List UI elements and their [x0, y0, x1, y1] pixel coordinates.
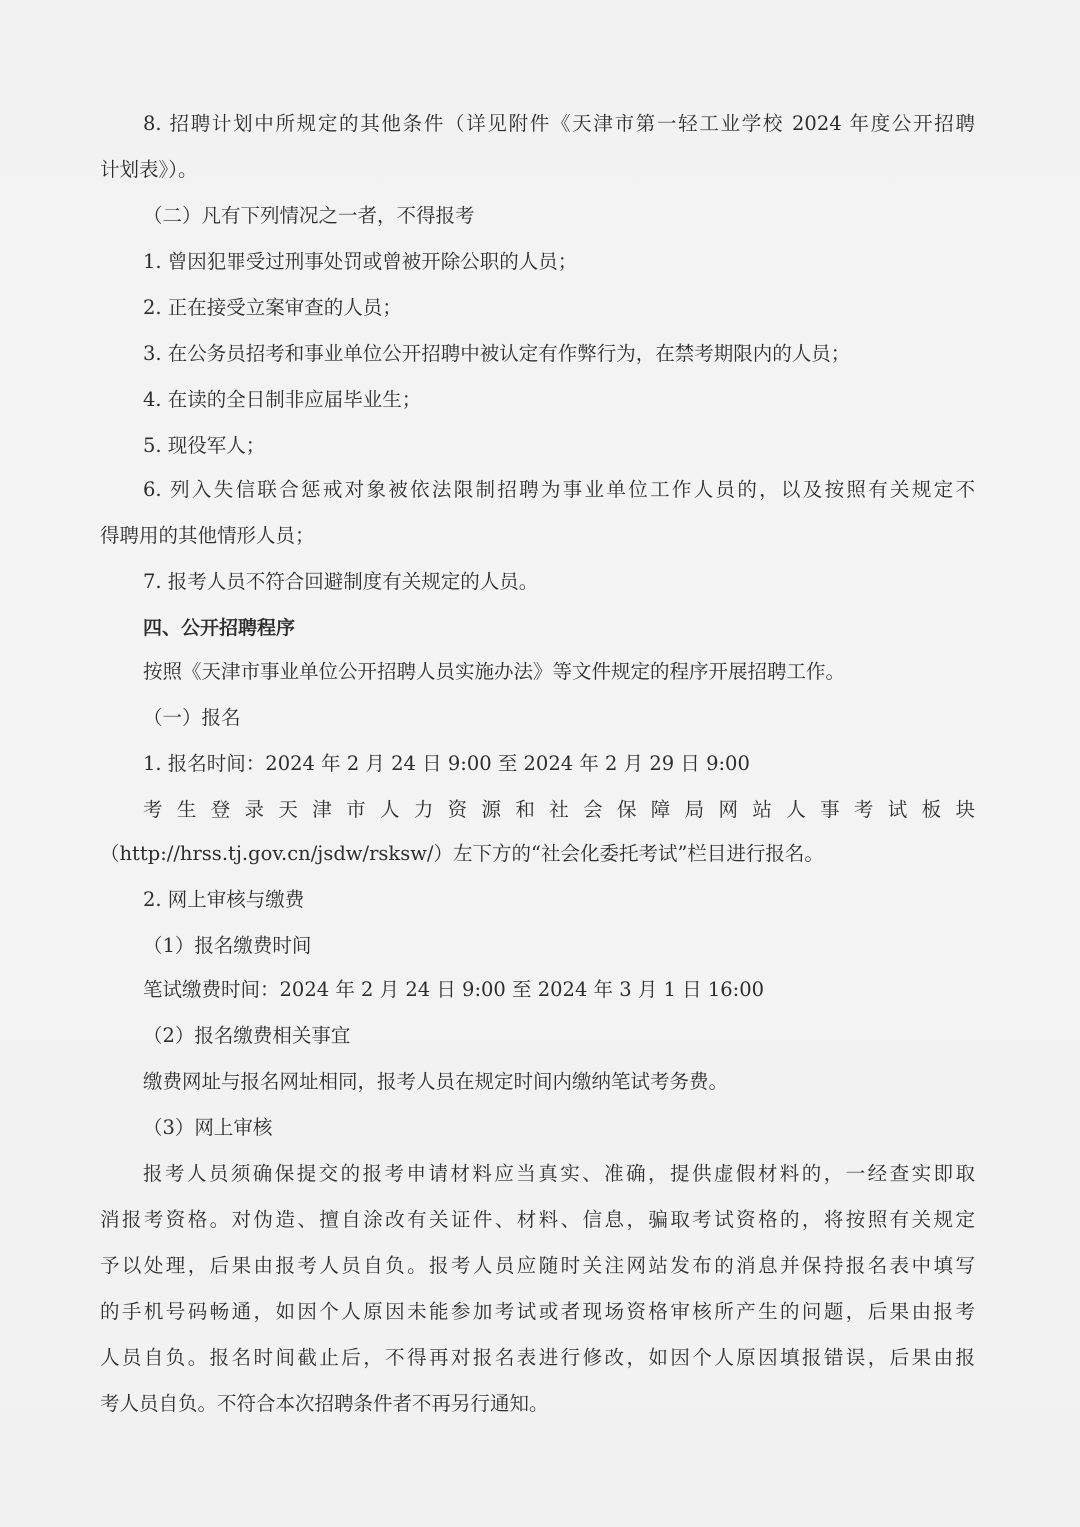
- text-line: 计划表》）。: [100, 158, 198, 181]
- text-line: 6. 列入失信联合惩戒对象被依法限制招聘为事业单位工作人员的，以及按照有关规定不: [143, 478, 975, 501]
- text-line: （3）网上审核: [143, 1116, 273, 1139]
- text-line: 2. 正在接受立案审查的人员；: [143, 296, 402, 319]
- text-line: 消报考资格。对伪造、擅自涂改有关证件、材料、信息，骗取考试资格的，将按照有关规定: [100, 1208, 975, 1231]
- text-line: 3. 在公务员招考和事业单位公开招聘中被认定有作弊行为，在禁考期限内的人员；: [143, 342, 851, 365]
- text-line: （http://hrss.tj.gov.cn/jsdw/rsksw/）左下方的“社会化委托考试”栏目进行报名。: [100, 842, 824, 865]
- text-line: 考人员自负。不符合本次招聘条件者不再另行通知。: [100, 1392, 549, 1415]
- text-line: 按照《天津市事业单位公开招聘人员实施办法》等文件规定的程序开展招聘工作。: [143, 660, 846, 683]
- text-line: 2. 网上审核与缴费: [143, 888, 305, 911]
- text-line: 4. 在读的全日制非应届毕业生；: [143, 388, 422, 411]
- text-line: 1. 曾因犯罪受过刑事处罚或曾被开除公职的人员；: [143, 250, 578, 273]
- text-line: 7. 报考人员不符合回避制度有关规定的人员。: [143, 570, 539, 593]
- section-subheading: （二）凡有下列情况之一者，不得报考: [143, 204, 475, 227]
- text-line: 的手机号码畅通，如因个人原因未能参加考试或者现场资格审核所产生的问题，后果由报考: [100, 1300, 975, 1323]
- section-heading: 四、公开招聘程序: [143, 617, 296, 639]
- text-line: （1）报名缴费时间: [143, 934, 312, 957]
- text-line: 8. 招聘计划中所规定的其他条件（详见附件《天津市第一轻工业学校 2024 年度公开招聘: [143, 112, 975, 135]
- text-line: 5. 现役军人；: [143, 434, 266, 457]
- text-line: 得聘用的其他情形人员；: [100, 524, 315, 547]
- text-line: 考生登录天津市人力资源和社会保障局网站人事考试板块: [143, 798, 975, 821]
- text-line: 报考人员须确保提交的报考申请材料应当真实、准确，提供虚假材料的，一经查实即取: [143, 1162, 975, 1185]
- text-line: 人员自负。报名时间截止后，不得再对报名表进行修改，如因个人原因填报错误，后果由报: [100, 1346, 975, 1369]
- text-line: 缴费网址与报名网址相同，报考人员在规定时间内缴纳笔试考务费。: [143, 1070, 729, 1093]
- section-subheading: （一）报名: [143, 706, 241, 729]
- text-line: 予以处理，后果由报考人员自负。报考人员应随时关注网站发布的消息并保持报名表中填写: [100, 1254, 975, 1277]
- text-line: （2）报名缴费相关事宜: [143, 1024, 351, 1047]
- text-line: 1. 报名时间：2024 年 2 月 24 日 9:00 至 2024 年 2 月 29 日 9:00: [143, 752, 750, 775]
- text-line: 笔试缴费时间：2024 年 2 月 24 日 9:00 至 2024 年 3 月 1 日 16:00: [143, 978, 765, 1001]
